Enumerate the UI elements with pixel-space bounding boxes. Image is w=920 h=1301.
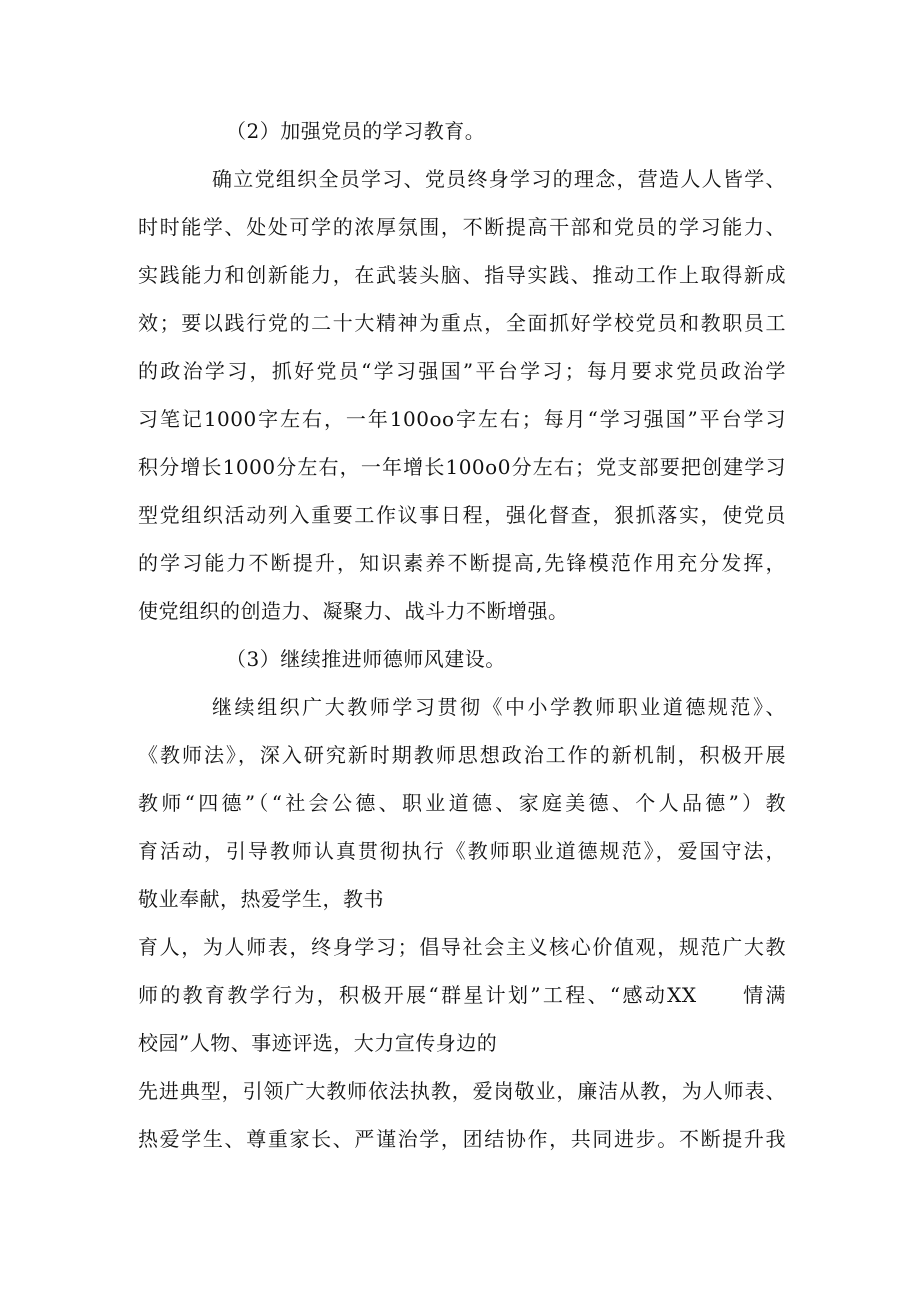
paragraph-line: 效；要以践行党的二十大精神为重点，全面抓好学校党员和教职员工 xyxy=(138,311,786,335)
paragraph-line: 教师“四德”（“社会公德、职业道德、家庭美德、个人品德”）教 xyxy=(138,791,786,815)
paragraph-line: 实践能力和创新能力，在武装头脑、指导实践、推动工作上取得新成 xyxy=(138,263,786,287)
paragraph-line: 的政治学习，抓好党员“学习强国”平台学习；每月要求党员政治学 xyxy=(138,359,786,383)
paragraph-line: 育活动，引导教师认真贯彻执行《教师职业道德规范》，爱国守法， xyxy=(138,839,786,863)
paragraph-line: 师的教育教学行为，积极开展“群星计划”工程、“感动XX 情满 xyxy=(138,983,786,1007)
paragraph-line: 积分增长1000分左右，一年增长100o0分左右；党支部要把创建学习 xyxy=(138,455,786,479)
paragraph-line: 育人，为人师表，终身学习；倡导社会主义核心价值观，规范广大教 xyxy=(138,935,786,959)
paragraph-line: 继续组织广大教师学习贯彻《中小学教师职业道德规范》、 xyxy=(212,695,786,719)
paragraph-line: 敬业奉献，热爱学生，教书 xyxy=(138,887,384,911)
paragraph-line: 热爱学生、尊重家长、严谨治学，团结协作，共同进步。不断提升我 xyxy=(138,1127,786,1151)
section-heading-3: （3）继续推进师德师风建设。 xyxy=(226,647,506,671)
paragraph-line: 的学习能力不断提升，知识素养不断提高,先锋模范作用充分发挥， xyxy=(138,551,786,575)
paragraph-line: 时时能学、处处可学的浓厚氛围，不断提高干部和党员的学习能力、 xyxy=(138,215,786,239)
paragraph-line: 习笔记1000字左右，一年100oo字左右；每月“学习强国”平台学习 xyxy=(138,407,786,431)
paragraph-line: 先进典型，引领广大教师依法执教，爱岗敬业，廉洁从教，为人师表、 xyxy=(138,1079,786,1103)
paragraph-line: 使党组织的创造力、凝聚力、战斗力不断增强。 xyxy=(138,599,569,623)
paragraph-line: 型党组织活动列入重要工作议事日程，强化督查，狠抓落实，使党员 xyxy=(138,503,786,527)
section-heading-2: （2）加强党员的学习教育。 xyxy=(226,119,486,143)
paragraph-line: 确立党组织全员学习、党员终身学习的理念，营造人人皆学、 xyxy=(212,167,786,191)
paragraph-line: 校园”人物、事迹评选，大力宣传身边的 xyxy=(138,1031,498,1055)
paragraph-line: 《教师法》，深入研究新时期教师思想政治工作的新机制，积极开展 xyxy=(138,743,786,767)
